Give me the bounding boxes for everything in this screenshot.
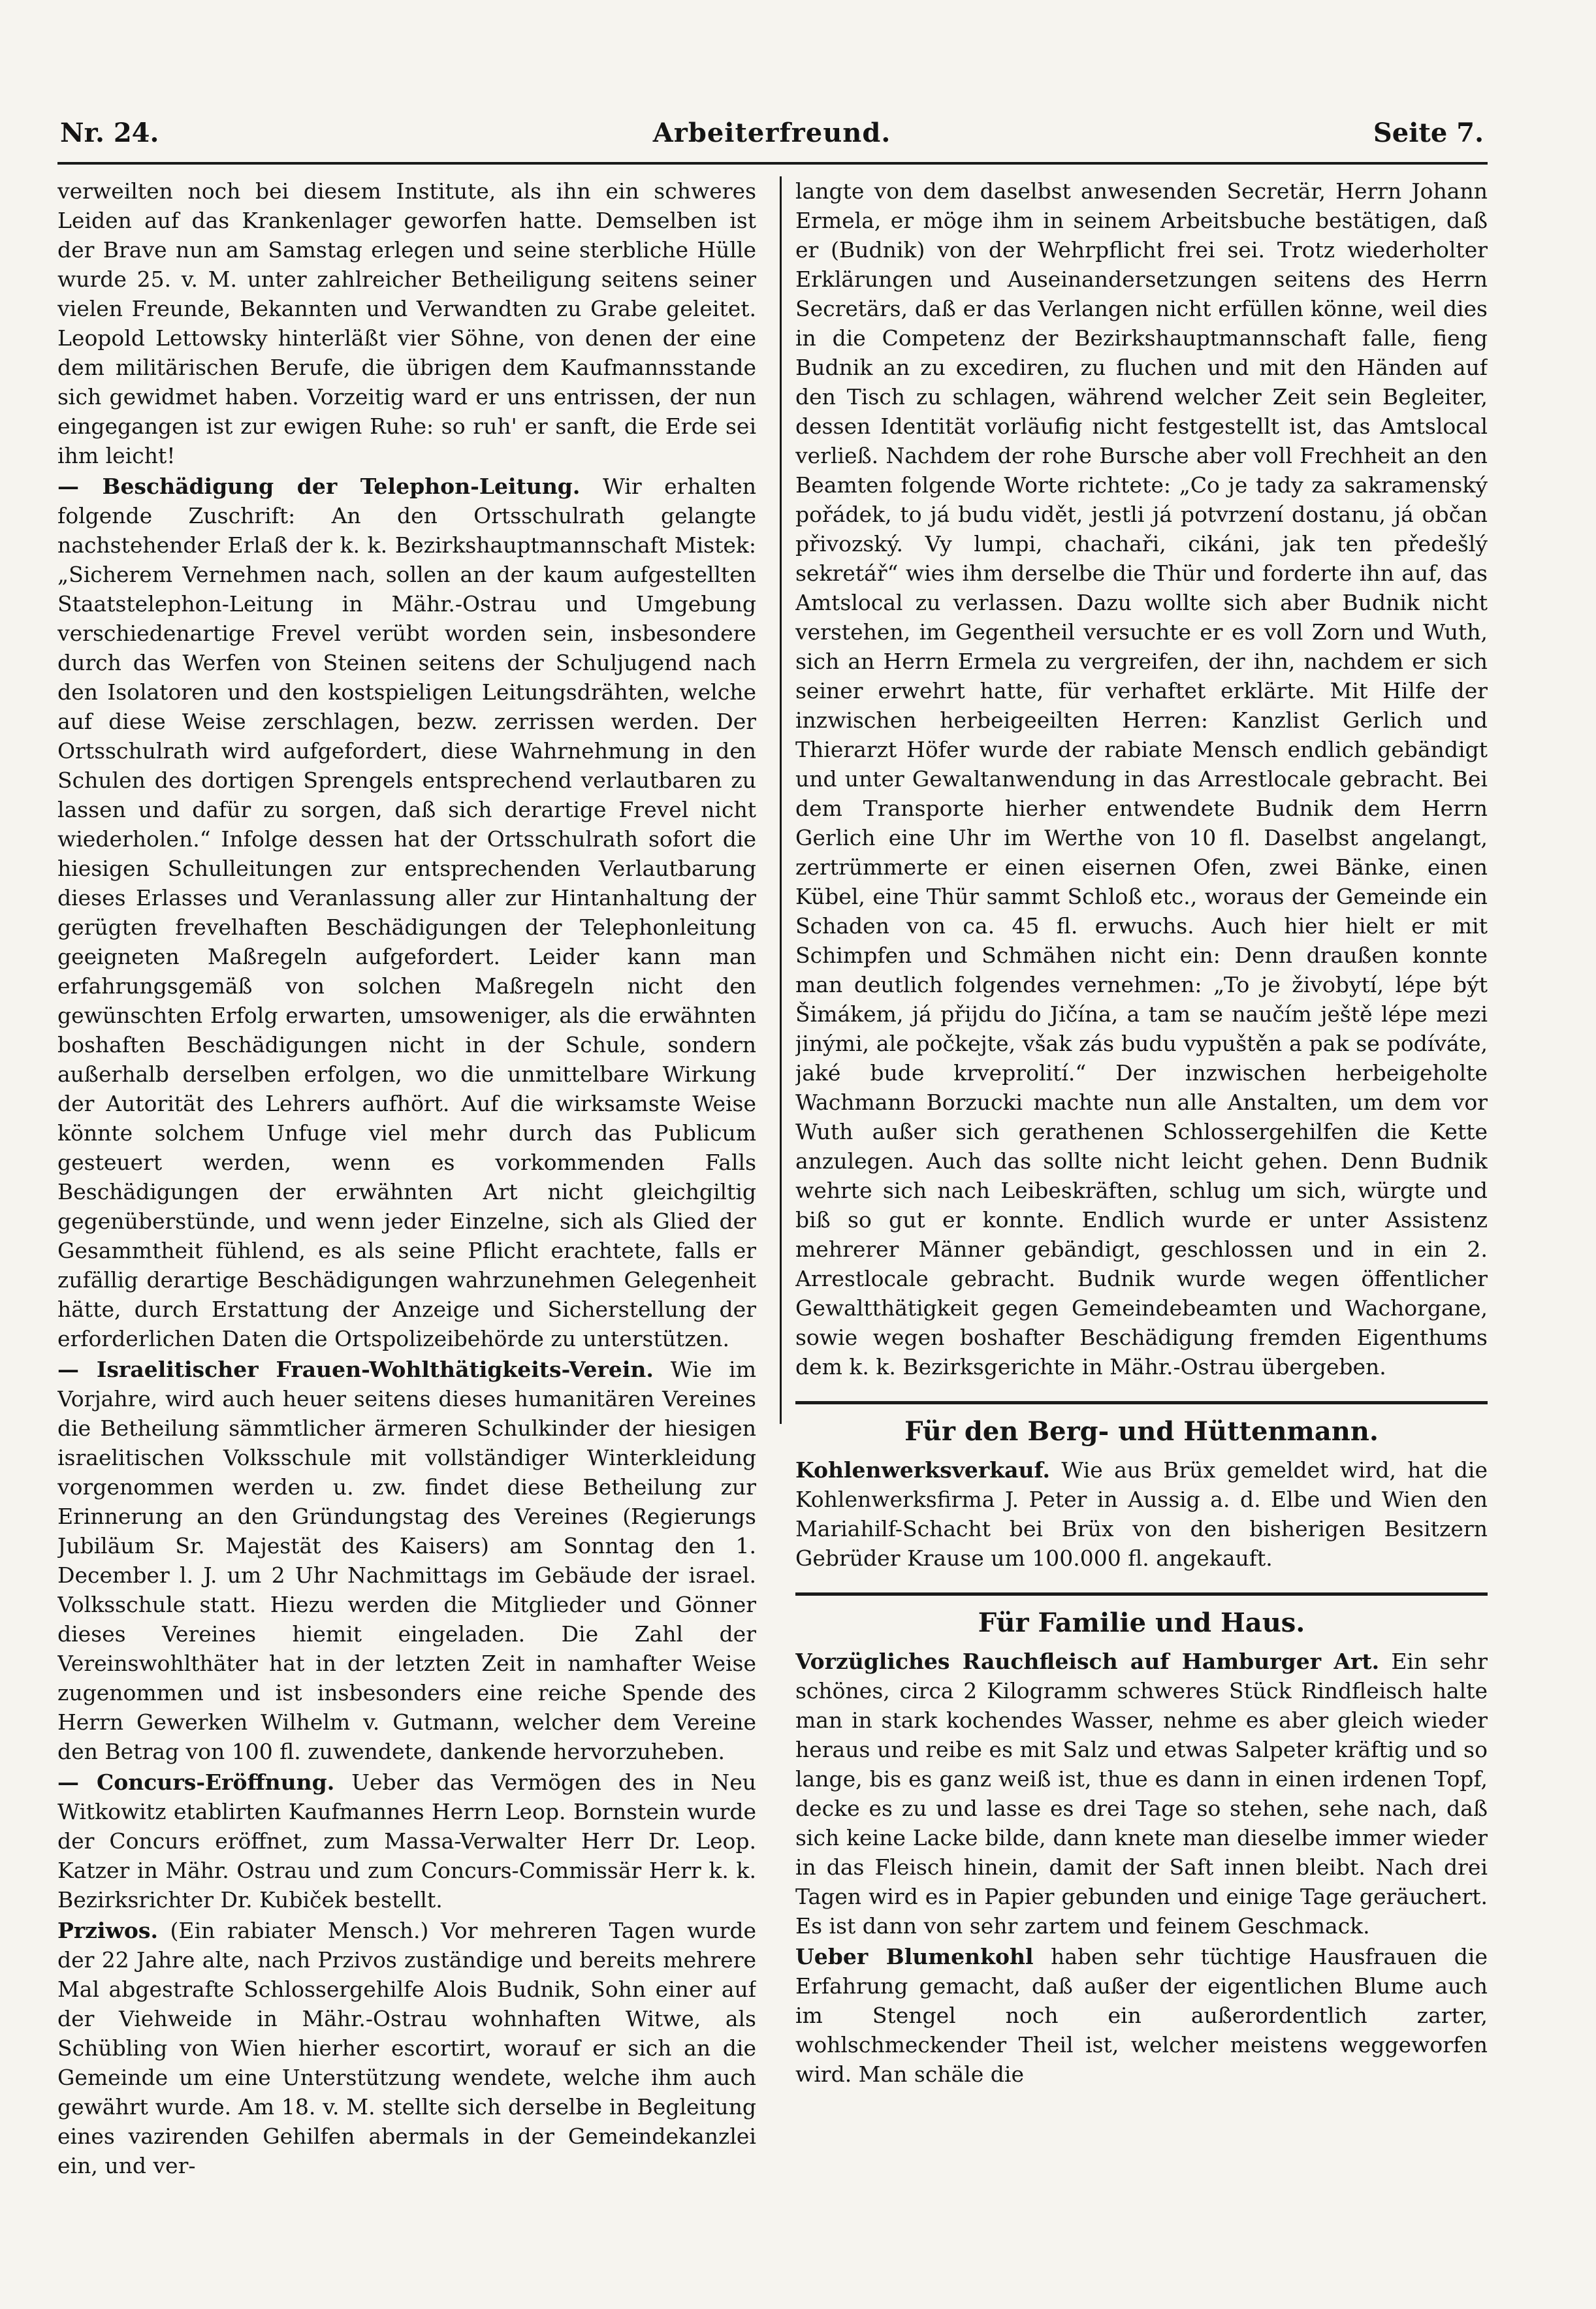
page-header bbox=[60, 118, 1484, 158]
article-body: Ueber das Vermögen des in Neu Witkowitz etablirten Kaufmannes Herrn Leop. Bornstein wurde der Concurs eröffnet, zum Massa-Verwalter Herr Dr. Leop. Katzer in Mähr. Ostrau und zum Concurs-Commissär Herr k. k. Bezirksrichter Dr. Kubiček bestellt. bbox=[57, 1769, 756, 1913]
section-title-mining: Für den Berg- und Hüttenmann. bbox=[904, 1416, 1379, 1447]
column-divider bbox=[780, 176, 782, 1424]
article-concurs bbox=[57, 1768, 756, 1914]
article-heading: — Israelitischer Frauen-Wohlthätigkeits-Verein. bbox=[57, 1357, 654, 1382]
article-telephone bbox=[57, 472, 756, 1353]
article-cauliflower bbox=[795, 1942, 1488, 2089]
article-body: Wie im Vorjahre, wird auch heuer seitens dieses humanitären Vereines die Betheilung sämmtlicher ärmeren Schulkinder der hiesigen israelitischen Volksschule mit vollständiger Winterkleidung vorgenommen werden u. zw. findet diese Betheilung zur Erinnerung an den Gründungstag des Vereines (Regierungs Jubiläum Sr. Majestät des Kaisers) am Sonntag den 1. December l. J. um 2 Uhr Nachmittags im Gebäude der israel. Volksschule statt. Hiezu werden die Mitglieder und Gönner dieses Vereines hiemit eingeladen. Die Zahl der Vereinswohlthäter hat in der letzten Zeit in namhafter Weise zugenommen und ist insbesonders eine reiche Spende des Herrn Gewerken Wilhelm v. Gutmann, welcher dem Vereine den Betrag von 100 fl. zuwendete, dankende hervorzuheben. bbox=[57, 1357, 756, 1764]
section-rule bbox=[795, 1401, 1488, 1404]
article-heading: Ueber Blumenkohl bbox=[795, 1944, 1034, 1969]
section-rule bbox=[795, 1592, 1488, 1596]
page-number: Seite 7. bbox=[1373, 118, 1484, 148]
article-heading: — Concurs-Eröffnung. bbox=[57, 1769, 335, 1795]
article-heading: Kohlenwerksverkauf. bbox=[795, 1457, 1051, 1483]
article-body: Ein sehr schönes, circa 2 Kilogramm schweres Stück Rindfleisch halte man in stark kochendes Wasser, nehme es aber gleich wieder heraus und reibe es mit Salz und etwas Salpeter kräftig und so lange, bis es ganz weiß ist, thue es dann in einen irdenen Topf, decke es zu und lasse es drei Tage so stehen, sehe nach, daß sich keine Lacke bilde, dann knete man dieselbe immer wieder in das Fleisch hinein, damit der Saft innen bleibt. Nach drei Tagen wird es in Papier gebunden und einige Tage geräuchert. Es ist dann von sehr zartem und feinem Geschmack. bbox=[795, 1649, 1488, 1939]
right-column bbox=[795, 176, 1488, 2273]
article-body: haben sehr tüchtige Hausfrauen die Erfahrung gemacht, daß außer der eigentlichen Blume auch im Stengel noch ein außerordentlich zarter, wohlschmeckender Theil ist, welcher meistens weggeworfen wird. Man schäle die bbox=[795, 1944, 1488, 2087]
article-przivos bbox=[57, 1916, 756, 2180]
article-smoked-meat bbox=[795, 1647, 1488, 1941]
article-coal-sale bbox=[795, 1455, 1488, 1573]
masthead-title: Arbeiterfreund. bbox=[652, 118, 891, 148]
article-heading: — Beschädigung der Telephon-Leitung. bbox=[57, 474, 581, 499]
article-womens-charity bbox=[57, 1355, 756, 1766]
article-heading: Vorzügliches Rauchfleisch auf Hamburger Art. bbox=[795, 1649, 1380, 1674]
left-column bbox=[57, 176, 756, 2273]
article-lettowsky: verweilten noch bei diesem Institute, als ihn ein schweres Leiden auf das Krankenlager geworfen hatte. Demselben ist der Brave nun am Samstag erlegen und seine sterbliche Hülle wurde 25. v. M. unter zahlreicher Betheiligung seitens seiner vielen Freunde, Bekannten und Verwandten zu Grabe geleitet. Leopold Lettowsky hinterläßt vier Söhne, von denen der eine dem militärischen Berufe, die übrigen dem Kaufmannsstande sich gewidmet haben. Vorzeitig ward er uns entrissen, der nun eingegangen ist zur ewigen Ruhe: so ruh' er sanft, die Erde sei ihm leicht! bbox=[57, 178, 756, 468]
article-body: Wie aus Brüx gemeldet wird, hat die Kohlenwerksfirma J. Peter in Aussig a. d. Elbe und Wien den Mariahilf-Schacht bei Brüx von den bisherigen Besitzern Gebrüder Krause um 100.000 fl. angekauft. bbox=[795, 1457, 1488, 1571]
article-body: (Ein rabiater Mensch.) Vor mehreren Tagen wurde der 22 Jahre alte, nach Przivos zuständige und bereits mehrere Mal abgestrafte Schlossergehilfe Alois Budnik, Sohn einer auf der Viehweide in Mähr.-Ostrau wohnhaften Witwe, als Schübling von Wien hierher escortirt, worauf er sich an die Gemeinde um eine Unterstützung wendete, welche ihm auch gewährt wurde. Am 18. v. M. stellte sich derselbe in Begleitung eines vazirenden Gehilfen abermals in der Gemeindekanzlei ein, und ver- bbox=[57, 1918, 756, 2178]
section-title-family: Für Familie und Haus. bbox=[978, 1607, 1305, 1638]
article-body: Wir erhalten folgende Zuschrift: An den Ortsschulrath gelangte nachstehender Erlaß der k. k. Bezirkshauptmannschaft Mistek: „Sicherem Vernehmen nach, sollen an der kaum aufgestellten Staatstelephon-Leitung in Mähr.-Ostrau und Umgebung verschiedenartige Frevel verübt worden sein, insbesondere durch das Werfen von Steinen seitens der Schuljugend nach den Isolatoren und den kostspieligen Leitungsdrähten, welche auf diese Weise zerschlagen, bezw. zerrissen werden. Der Ortsschulrath wird aufgefordert, diese Wahrnehmung in den Schulen des dortigen Sprengels entsprechend verlautbaren zu lassen und dafür zu sorgen, daß sich derartige Frevel nicht wiederholen.“ Infolge dessen hat der Ortsschulrath sofort die hiesigen Schulleitungen zur entsprechenden Verlautbarung dieses Erlasses und Veranlassung aller zur Hintanhaltung der gerügten frevelhaften Beschädigungen der Telephonleitung geeigneten Maßregeln aufgefordert. Leider kann man erfahrungsgemäß von solchen Maßregeln nicht den gewünschten Erfolg erwarten, umsoweniger, als die erwähnten boshaften Beschädigungen nicht in der Schule, sondern außerhalb derselben erfolgen, wo die unmittelbare Wirkung der Autorität des Lehrers aufhört. Auf die wirksamste Weise könnte solchem Unfuge viel mehr durch das Publicum gesteuert werden, wenn es vorkommenden Falls Beschädigungen der erwähnten Art nicht gleichgiltig gegenüberstünde, und wenn jeder Einzelne, sich als Glied der Gesammtheit fühlend, es als seine Pflicht erachtete, falls er zufällig derartige Beschädigungen wahrzunehmen Gelegenheit hätte, durch Erstattung der Anzeige und Sicherstellung der erforderlichen Daten die Ortspolizeibehörde zu unterstützen. bbox=[57, 474, 756, 1351]
article-heading: Prziwos. bbox=[57, 1918, 158, 1943]
header-rule bbox=[57, 162, 1488, 165]
issue-number: Nr. 24. bbox=[60, 118, 159, 148]
article-przivos-continued: langte von dem daselbst anwesenden Secretär, Herrn Johann Ermela, er möge ihm in seinem Arbeitsbuche bestätigen, daß er (Budnik) von der Wehrpflicht frei sei. Trotz wiederholter Erklärungen und Auseinandersetzungen seitens des Herrn Secretärs, daß er das Verlangen nicht erfüllen könne, weil dies in die Competenz der Bezirkshauptmannschaft falle, fieng Budnik an zu excediren, zu fluchen und mit den Händen auf den Tisch zu schlagen, während welcher Zeit sein Begleiter, dessen Identität vorläufig nicht festgestellt ist, das Amtslocal verließ. Nachdem der rohe Bursche aber voll Frechheit an den Beamten folgende Worte richtete: „Co je tady za sakramenský pořádek, to já budu vidět, jestli já potvrzení dostanu, já občan přivozský. Vy lumpi, chachaři, cikáni, jak ten předešlý sekretář“ wies ihm derselbe die Thür und forderte ihn auf, das Amtslocal zu verlassen. Dazu wollte sich aber Budnik nicht verstehen, im Gegentheil versuchte er es voll Zorn und Wuth, sich an Herrn Ermela zu vergreifen, der ihn, nachdem er sich seiner erwehrt hatte, für verhaftet erklärte. Mit Hilfe der inzwischen herbeigeeilten Herren: Kanzlist Gerlich und Thierarzt Höfer wurde der rabiate Mensch endlich gebändigt und unter Gewaltanwendung in das Arrestlocale gebracht. Bei dem Transporte hierher entwendete Budnik dem Herrn Gerlich eine Uhr im Werthe von 10 fl. Daselbst angelangt, zertrümmerte er einen eisernen Ofen, zwei Bänke, einen Kübel, eine Thür sammt Schloß etc., woraus der Gemeinde ein Schaden von ca. 45 fl. erwuchs. Auch hier hielt er mit Schimpfen und Schmähen nicht ein: Denn draußen konnte man deutlich folgendes vernehmen: „To je živobytí, lépe být Šimákem, já přijdu do Jičína, a tam se naučím ještě lépe mezi jinými, ale počkejte, však zás budu vypuštěn a pak se podíváte, jaké bude krveprolití.“ Der inzwischen herbeigeholte Wachmann Borzucki machte nun alle Anstalten, um dem vor Wuth außer sich gerathenen Schlossergehilfen die Kette anzulegen. Auch das sollte nicht leicht gehen. Denn Budnik wehrte sich nach Leibeskräften, schlug um sich, würgte und biß so gut er konnte. Endlich wurde er unter Assistenz mehrerer Männer gebändigt, geschlossen und in ein 2. Arrestlocale gebracht. Budnik wurde wegen öffentlicher Gewaltthätigkeit gegen Gemeindebeamten und Wachorgane, sowie wegen boshafter Beschädigung fremden Eigenthums dem k. k. Bezirksgerichte in Mähr.-Ostrau übergeben. bbox=[795, 178, 1488, 1380]
